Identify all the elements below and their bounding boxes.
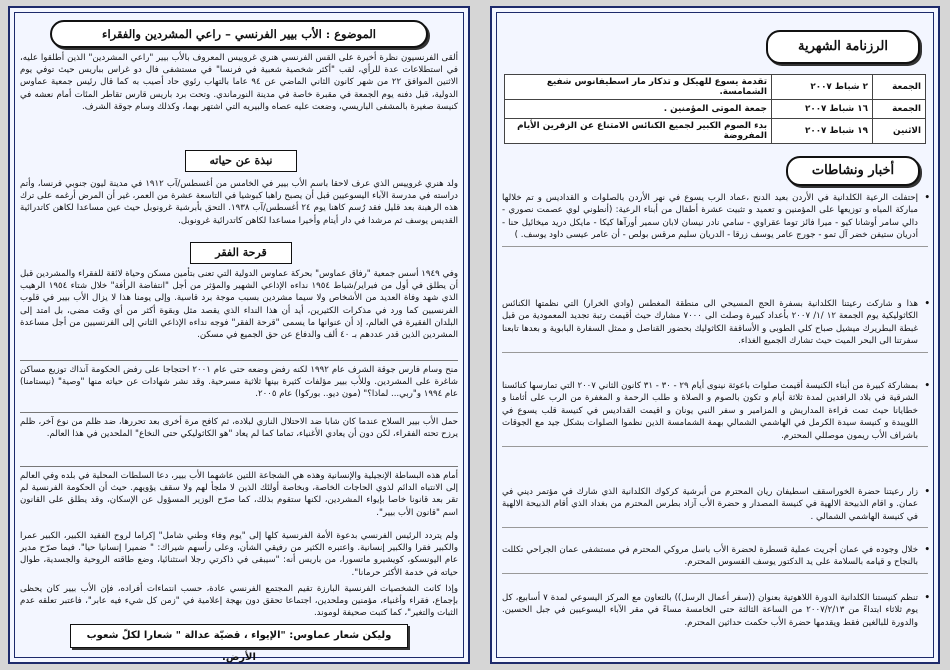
news-text: • خلال وجوده في عمان أجريت عملية قسطرة لحضرة الأب باسل مروكي المحترم في مستشفى عمان الجراحي تكللت بالنجاح و قيامه بالسلامة على يد الدكتور يوسف القسوس المحترم. [502, 545, 918, 568]
calendar-day: الجمعة [873, 75, 926, 100]
news-text: • هذا و شاركت رعيتنا الكلدانية بسفرة الحج المسيحي الى منطقة المغطس (وادي الخرار) التي نظمتها الكنائس الكاثوليكية يوم الجمعة ١٢ /١/ ٢٠٠٧ بأعداد كبيرة وصلت الى ٧٠٠٠ مشارك حيث أقيمت رتبة تجديد المعمودية من قبل غبطة البطريرك ميشيل صباح كلي الطوبى و الأساقفة الكاثوليك بحضور القناصل و ممثل السفارة البابوية و بعدها تابعنا سفرتنا الى البحر الميت حيث تشارك الجميع الغذاء. [502, 299, 918, 347]
honors-paragraph: منح وسام فارس جوقة الشرف عام ١٩٩٢ لكنه رفض وضعه حتى عام ٢٠٠١ احتجاجا على رفض الحكومة آنذاك توزيع مساكن شاغرة على المشردين. وللأب بيير مؤلفات كثيرة بينها ثلاثية مسرحية. وقد نشر شهادات عن حياته منها "وصية" (نيستامنا) عام ١٩٩٤ و"ربي... لماذا؟" (مون ديو.. بوركوا) عام ٢٠٠٥. [20, 365, 458, 400]
article-subject: الموضوع : الأب بيير الفرنسي – راعي المشردين والفقراء [50, 20, 428, 48]
calendar-table [504, 74, 926, 144]
news-item [502, 192, 928, 247]
calendar-row [505, 100, 926, 119]
divider [20, 466, 458, 467]
poverty-paragraph: وفي ١٩٤٩ أسس جمعية "رفاق عماوس" بحركة عماوس الدولية التي تعنى بتأمين مسكن وحياة لائقة للفقراء والمشردين قبل أن يطلق في أول من فبراير/شباط ١٩٥٤ نداءه الإذاعي الشهير والمؤثر من أجل "انتفاضة الرأفة" خلال شتاء ١٩٥٤ الرهيب الذي شهد وفاة العديد من الأشخاص ولا سيما مشردين بسبب موجة برد قاسية. وإلى يومنا هذا لا يزال الأب بيير في قلوب الفرنسيين كما ورد في مذكرات الكثيرين، أيد أن هذا النداء الذي يقصد مثل وبقوة أكثر من أي وقت مضى، بل امتد إلى البلدان الفقيرة في العالم، إذ أن عنوانها ما يسمى "قرحة الفقر" فوجه نداءه الإذاعي الثاني إلى الفرنسيين من أجل مساعدة المشردين الذين قدر عددهم بـ ٤٠ ألف والدفاع عن حق الجميع في مسكن. [20, 269, 458, 341]
news-text: • تنظم كنيستنا الكلدانية الدورة اللاهوتية بعنوان ((سفر أعمال الرسل)) بالتعاون مع المركز اليسوعي لمدة ٧ أسابيع، كل يوم ثلاثاء ابتداءً من ٢٠٠٧/٢/١٣ من الساعة الثالثة حتى الخامسة مساءً في مقر الآباء اليسوعيين في جبل الحسين. والدورة للبالغين فقط ويقدمها حضرة الأب حكمت حداثين المحترم. [502, 593, 918, 628]
news-item [502, 592, 928, 633]
tribute-paragraph: ولم يتردد الرئيس الفرنسي بدعوة الأمة الفرنسية كلها إلى "يوم وفاء وطني شامل" إكراما لروح الفقيد الكبير، الكبير عمرا والكبير فقرا والكبير إنسانية. واعتبره الكثير من رفيقي الشأن، وعلى رأسهم شيراك: " ضميرا إنسانيا حيا". فيما صرّح مدير عام اليونسكو، كويشيرو ماتسورا، من باريس أنه: "سيبقى في ذاكرتي رجلا استثنائيا، وضع طاقته الروحية والجسدية، طوال حياته في خدمة الأكثر حرمانا". [20, 531, 458, 578]
calendar-event: تقدمة يسوع للهيكل و تذكار مار اسطيفانوس شفيع الشمامسة. [505, 75, 772, 100]
calendar-date: ٢ شباط ٢٠٠٧ [772, 75, 873, 100]
bio-heading: نبذة عن حياته [185, 150, 297, 172]
article-page [8, 6, 470, 664]
calendar-event: جمعة الموتى المؤمنين . [505, 100, 772, 119]
article-intro: ألقى الفرنسيون نظرة أخيرة على القس الفرنسي هنري غروييس المعروف بالأب بيير "راعي المشردين" الذين أطلقوا عليه، في استطلاعات عدة للرأي، لقب "أكثر شخصية شعبية في فرنسا" في مستشفى فال دو غراس بباريس حيث توفي يوم الاثنين الموافق ٢٢ من شهر كانون الثاني الماضي عن ٩٤ عاما بالتهاب رئوي حاد أصيب به كما قال رئيس جمعية عماوس الدولية، قبل دفنه يوم الجمعة في مقبرة خاصة في مدينة النورماندي. وتحت برد باريس قارس تقاطر المئات أمام نعشه في كنيسة صغيرة بالمشفى الباريسي، وضعت عليه عصاه والبيريه التي اشتهر بهما، وكذلك وسام جوقة الشرف. [20, 53, 458, 112]
bio-paragraph: ولد هنري غروييس الذي عرف لاحقا باسم الأب بيير في الخامس من أغسطس/آب ١٩١٢ في مدينة ليون جنوبي فرنسا، وأتم دراسته في مدرسة الآباء اليسوعيين قبل أن يصبح راهبا كبوشيا في التاسعة عشرة من العمر، غير أن المرض أرغمه على ترك هذه الرهبنة بعد قليل فقد رُسم كاهنا يوم ٢٤ أغسطس/آب ١٩٣٨. التحق بأبرشية غرونوبل حيث عين مساعدا لكاهن كاتدرائية القديس يوسف ثم مرشدا في دار أيتام وأخيرا مساعدا لكاهن كاتدرائية غرونوبل. [20, 179, 459, 226]
news-heading: أخبار ونشاطات [786, 156, 920, 186]
emmaus-slogan: وليكن شعار عماوس: "الإيواء ، قضيّة عدالة " شعارا لكلّ شعوب الأرض. [70, 624, 408, 648]
news-item [502, 298, 928, 353]
poverty-heading: قرحة الفقر [190, 242, 292, 264]
news-item [502, 544, 928, 574]
calendar-heading: الرزنامة الشهرية [766, 30, 920, 64]
bulletin-page [490, 6, 940, 664]
calendar-date: ١٩ شباط ٢٠٠٧ [772, 119, 873, 144]
calendar-event: بدء الصوم الكبير لجميع الكنائس الامتناع عن الزفرين الأيام المفروضة [505, 119, 772, 144]
divider [20, 412, 458, 413]
news-text: • بمشاركة كبيرة من أبناء الكنيسة أقيمت صلوات باعوثة نينوى أيام ٢٩ - ٣٠ - ٣١ كانون الثاني ٢٠٠٧ التي تمارسها كنائسنا الشرقية في بلاد الرافدين لمدة ثلاثة أيام و تكون بالصوم و الصلاة و طلب الرحمة و المغفرة من الرب على أثامنا و خطايانا حيث تمت قراءة المداريش و المزامير و سفر النبي يونان و اقيمت القداديس في كنيسة قلب يسوع في اللويبدة و كنيسة سيدة الكرمل في الهاشمي الشمالي بهمة الشمامسة الذين نظموا الصلوات بشكل جيد مع الجوقات باشراف الأب ريمون موصللي المحترم. [502, 381, 918, 441]
closing-paragraph: وإذا كانت الشخصيات الفرنسية البارزة تقيم المجتمع الفرنسي عادة، حسب انتماءات أفراده، فإن الأب بيير كان يحظى بإجماع، فقراء وأغنياء، مؤمنين وملحدين، اجتماعا تحقق دون بهجة إعلامية في "زمن كل شيء فيه عابر"، فاعتبر تعلقه عدم الثبات والتغير"، كما كتبت صحيفة لوموند. [20, 584, 458, 619]
war-paragraph: حمل الأب بيير السلاح عندما كان شابا ضد الاحتلال النازي لبلاده، ثم كافح مرة أخرى بعد تحررها، ضد ظلم من نوع آخر، ظلم يرزح تحته الفقراء، لكن دون أن يعادي الأغنياء، تماما كما لم يعاد "هو الكاثوليكي حتى النخاع" الملحدين في هذا العالم. [20, 417, 458, 440]
news-text: • إحتفلت الرعية الكلدانية في الأردن بعيد الدنح ،عماد الرب يسوع في نهر الأردن بالصلوات و القداديس و تم خلالها مباركة المياه و توزيعها على المؤمنين و تعميد و تثبيت عشرة أطفال من أبناء الرعية: (أنطوني لوي عصمت نصوري - دالي سامر أوشانا كيو - ميرا فائز توما عقراوي - سامي نادر نيسان لابان سمير أورآها كيكا - مايكل دريد ميخائيل حنا - أدريان ستيفن خضر آل تمو - جورج عامر يوسف زرقا - الدريان سليم مرقس بولص - أن عامر عيسى داود يوسف. ) [502, 193, 918, 241]
news-item [502, 380, 928, 447]
divider [20, 360, 458, 361]
legacy-paragraph: أمام هذه البساطة الإنجيلية والإنسانية وهذه هي الشجاعة اللتين عاشهما الأب بيير، دعا السلطات المحلية في بلده وفي العالم إلى الانتباه الدائم لذوي الحاجات الخاصة، وبخاصة أولئك الذين لا ملجأ لهم ولا سقف يؤويهم. حيث أن الحكومة الفرنسية لم تقر بعد قانونا خاصا بإيواء المشردين، لكنها ستقوم بذلك، كما صرّح الوزير المسؤول عن الإسكان، وقد يطلق على القانون اسم "قانون الأب بيير". [20, 471, 458, 518]
news-item [502, 486, 928, 528]
calendar-row [505, 119, 926, 144]
news-text: • زار رعيتنا حضرة الخوراسقف اسطيفان ريان المحترم من أبرشية كركوك الكلدانية الذي شارك في مؤتمر ديني في عمان. و اقام الذبيحة الالهية في كنيسة المصدار و حضرة الأب آزاد بطرس المحترم من بغداد الذي أقام الذبيحة الالهية في كنيسة الهاشمي الشمالي . [502, 487, 918, 522]
calendar-day: الجمعة [873, 100, 926, 119]
calendar-day: الاثنين [873, 119, 926, 144]
calendar-date: ١٦ شباط ٢٠٠٧ [772, 100, 873, 119]
calendar-row [505, 75, 926, 100]
